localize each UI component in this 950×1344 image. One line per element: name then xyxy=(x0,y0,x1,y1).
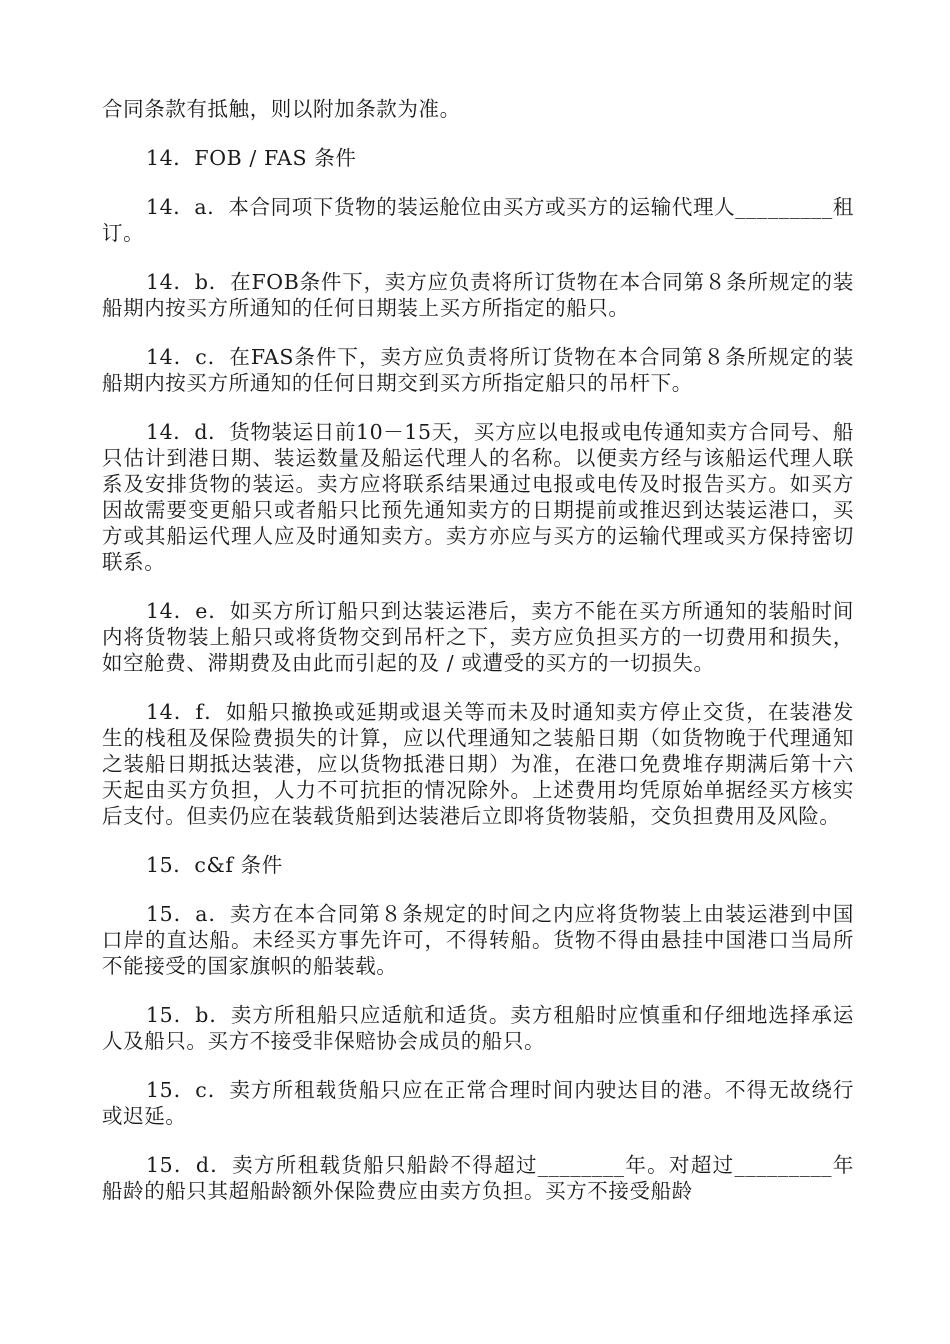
clause-15c: 15．c．卖方所租载货船只应在正常合理时间内驶达目的港。不得无故绕行或迟延。 xyxy=(102,1078,854,1128)
section-heading-15: 15．c&f 条件 xyxy=(146,853,283,877)
clause-14b: 14．b．在FOB条件下，卖方应负责将所订货物在本合同第８条所规定的装船期内按买方所通知的任何日期装上买方所指定的船只。 xyxy=(102,270,854,320)
clause-14a: 14．a．本合同项下货物的装运舱位由买方或买方的运输代理人_________租订。 xyxy=(102,195,854,245)
clause-14e: 14．e．如买方所订船只到达装运港后，卖方不能在买方所通知的装船时间内将货物装上船只或将货物交到吊杆之下，卖方应负担买方的一切费用和损失，如空舱费、滞期费及由此而引起的及 / 或遭受的买方的一切损失。 xyxy=(102,599,854,675)
section-heading-14: 14．FOB / FAS 条件 xyxy=(146,146,357,170)
clause-15a: 15．a．卖方在本合同第８条规定的时间之内应将货物装上由装运港到中国口岸的直达船。未经买方事先许可，不得转船。货物不得由悬挂中国港口当局所不能接受的国家旗帜的船装载。 xyxy=(102,902,854,978)
clause-14d: 14．d．货物装运日前10－15天，买方应以电报或电传通知卖方合同号、船只估计到港日期、装运数量及船运代理人的名称。以便卖方经与该船运代理人联系及安排货物的装运。卖方应将联系结果通过电报或电传及时报告买方。如买方因故需要变更船只或者船只比预先通知卖方的日期提前或推迟到达装运港口，买方或其船运代理人应及时通知卖方。卖方亦应与买方的运输代理或买方保持密切联系。 xyxy=(102,420,854,574)
document-body xyxy=(102,96,854,1227)
clause-14f: 14．f．如船只撤换或延期或退关等而未及时通知卖方停止交货，在装港发生的栈租及保险费损失的计算，应以代理通知之装船日期（如货物晚于代理通知之装船日期抵达装港，应以货物抵港日期）为准，在港口免费堆存期满后第十六天起由买方负担，人力不可抗拒的情况除外。上述费用均凭原始单据经买方核实后支付。但卖仍应在装载货船到达装港后立即将货物装船，交负担费用及风险。 xyxy=(102,700,854,828)
clause-15d: 15．d．卖方所租载货船只船龄不得超过________年。对超过_________年船龄的船只其超船龄额外保险费应由卖方负担。买方不接受船龄 xyxy=(102,1153,854,1203)
clause-14c: 14．c．在FAS条件下，卖方应负责将所订货物在本合同第８条所规定的装船期内按买方所通知的任何日期交到买方所指定船只的吊杆下。 xyxy=(102,345,854,395)
paragraph-continuation: 合同条款有抵触，则以附加条款为准。 xyxy=(102,97,461,121)
clause-15b: 15．b．卖方所租船只应适航和适货。卖方租船时应慎重和仔细地选择承运人及船只。买方不接受非保赔协会成员的船只。 xyxy=(102,1003,854,1053)
